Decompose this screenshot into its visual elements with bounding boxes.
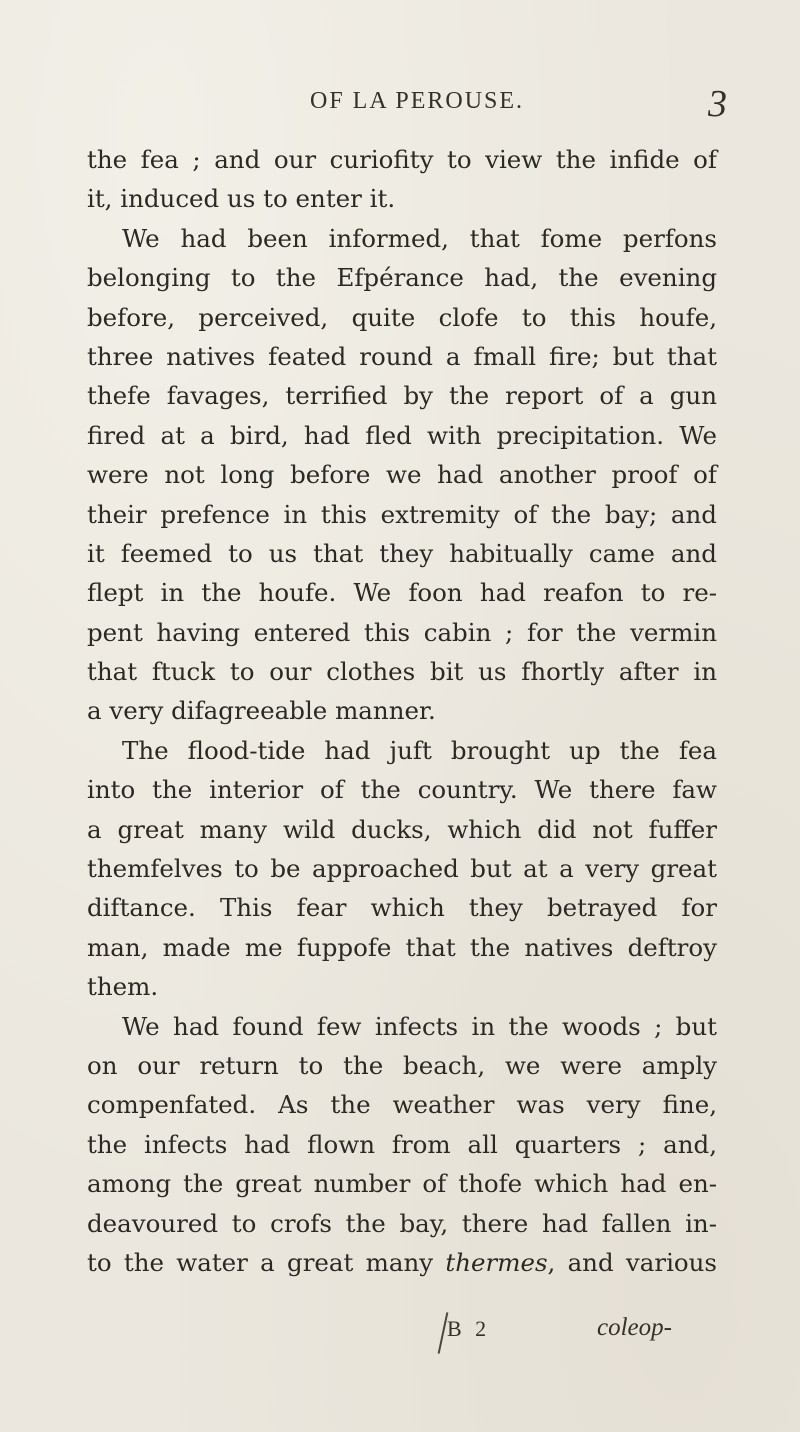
running-head: OF LA PEROUSE. [310,88,525,114]
text-line: thefe favages, terrified by the report of a gun [87,381,717,411]
text-line: diftance. This fear which they betrayed for [87,893,717,923]
text-line: a great many wild ducks, which did not fuffer [87,814,717,844]
text-line: the fea ; and our curiofity to view the infide of [87,145,717,174]
text-line: before, perceived, quite clofe to this houfe, [87,302,717,332]
text-line: deavoured to crofs the bay, there had fallen in- [87,1208,717,1238]
text-line: it, induced us to enter it. [87,184,396,214]
text-line: the infects had flown from all quarters ; and, [87,1129,717,1159]
italic-word: thermes [445,1247,548,1277]
text-line: them. [87,972,159,1002]
text-line: fired at a bird, had fled with precipitation. We [87,420,717,450]
catchword: coleop- [597,1314,672,1341]
text-line: on our return to the beach, we were amply [87,1050,717,1080]
page-header [0,83,800,125]
body-text [87,140,717,1282]
text-line: three natives feated round a fmall fire; but that [87,341,717,371]
text-line: that ftuck to our clothes bit us fhortly after in [87,657,717,687]
text-line: The flood-tide had juft brought up the fea [122,735,717,765]
text-line: pent having entered this cabin ; for the vermin [87,617,717,647]
text-line: among the great number of thofe which had en- [87,1169,717,1199]
signature-mark: B 2 [447,1316,491,1341]
text-line: were not long before we had another proof of [87,460,717,490]
page-footer [0,1316,800,1356]
text-line: flept in the houfe. We foon had reafon to re- [87,578,717,608]
page-number: 3 [708,83,727,125]
text-line: belonging to the Efpérance had, the evening [87,263,717,293]
text-line: it feemed to us that they habitually came and [87,538,717,568]
text-line: We had found few infects in the woods ; but [122,1011,717,1041]
text-line: to the water a great many thermes, and various [87,1247,718,1277]
text-line: their prefence in this extremity of the bay; and [87,499,717,529]
text-line: a very difagreeable manner. [87,696,436,726]
text-line: We had been informed, that fome perfons [122,223,717,253]
text-line: themfelves to be approached but at a very great [87,854,717,884]
text-line: man, made me fuppofe that the natives deftroy [87,932,717,962]
text-line: into the interior of the country. We there faw [87,775,717,805]
text-line: compenfated. As the weather was very fine, [87,1090,717,1120]
